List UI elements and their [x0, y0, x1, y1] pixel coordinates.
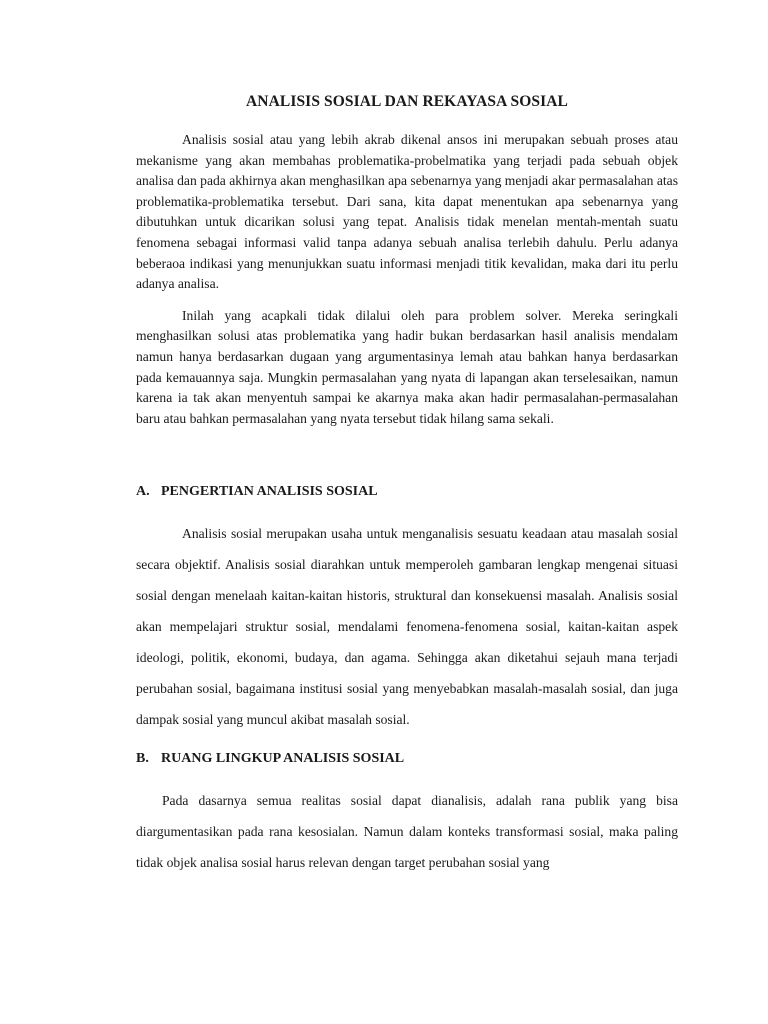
section-a-paragraph: Analisis sosial merupakan usaha untuk menganalisis sesuatu keadaan atau masalah sosial secara objektif. Analisis sosial diarahkan untuk memperoleh gambaran lengkap mengenai situasi sosial dengan menelaah kaitan-kaitan historis, struktural dan konsekuensi masalah. Analisis sosial akan mempelajari struktur sosial, mendalami fenomena-fenomena sosial, kaitan-kaitan aspek ideologi, politik, ekonomi, budaya, dan agama. Sehingga akan diketahui sejauh mana terjadi perubahan sosial, bagaimana institusi sosial yang menyebabkan masalah-masalah sosial, dan juga dampak sosial yang muncul akibat masalah sosial.	[136, 526, 678, 728]
document-title: ANALISIS SOSIAL DAN REKAYASA SOSIAL	[246, 93, 568, 110]
section-a-label: A.	[136, 484, 150, 500]
section-b-label: B.	[136, 751, 149, 767]
section-b-heading	[136, 749, 678, 769]
section-a-heading	[136, 482, 678, 502]
section-b-title: RUANG LINGKUP ANALISIS SOSIAL	[161, 751, 405, 767]
intro-paragraph-1: Analisis sosial atau yang lebih akrab dikenal ansos ini merupakan sebuah proses atau mekanisme yang akan membahas problematika-probelmatika yang terjadi pada sebuah objek analisa dan pada akhirnya akan menghasilkan apa sebenarnya yang menjadi akar permasalahan atas problematika-problematika tersebut. Dari sana, kita dapat menentukan apa sebenarnya yang dibutuhkan untuk dicarikan solusi yang tepat. Analisis tidak menelan mentah-mentah suatu fenomena sebagai informasi valid tanpa adanya sebuah analisa terlebih dahulu. Perlu adanya beberaoa indikasi yang menunjukkan suatu informasi menjadi titik kevalidan, maka dari itu perlu adanya analisa.	[136, 132, 678, 292]
intro-paragraph-2: Inilah yang acapkali tidak dilalui oleh para problem solver. Mereka seringkali menghasilkan solusi atas problematika yang hadir bukan berdasarkan hasil analisis mendalam namun hanya berdasarkan dugaan yang argumentasinya lemah atau bahkan hanya berdasarkan pada kemauannya saja. Mungkin permasalahan yang nyata di lapangan akan terselesaikan, namun karena ia tak akan menyentuh sampai ke akarnya maka akan hadir permasalahan-permasalahan baru atau bahkan permasalahan yang nyata tersebut tidak hilang sama sekali.	[136, 307, 678, 426]
section-b-paragraph: Pada dasarnya semua realitas sosial dapat dianalisis, adalah rana publik yang bisa diargumentasikan pada rana kesosialan. Namun dalam konteks transformasi sosial, maka paling tidak objek analisa sosial harus relevan dengan target perubahan sosial yang	[136, 793, 678, 871]
section-a-title: PENGERTIAN ANALISIS SOSIAL	[161, 484, 378, 500]
